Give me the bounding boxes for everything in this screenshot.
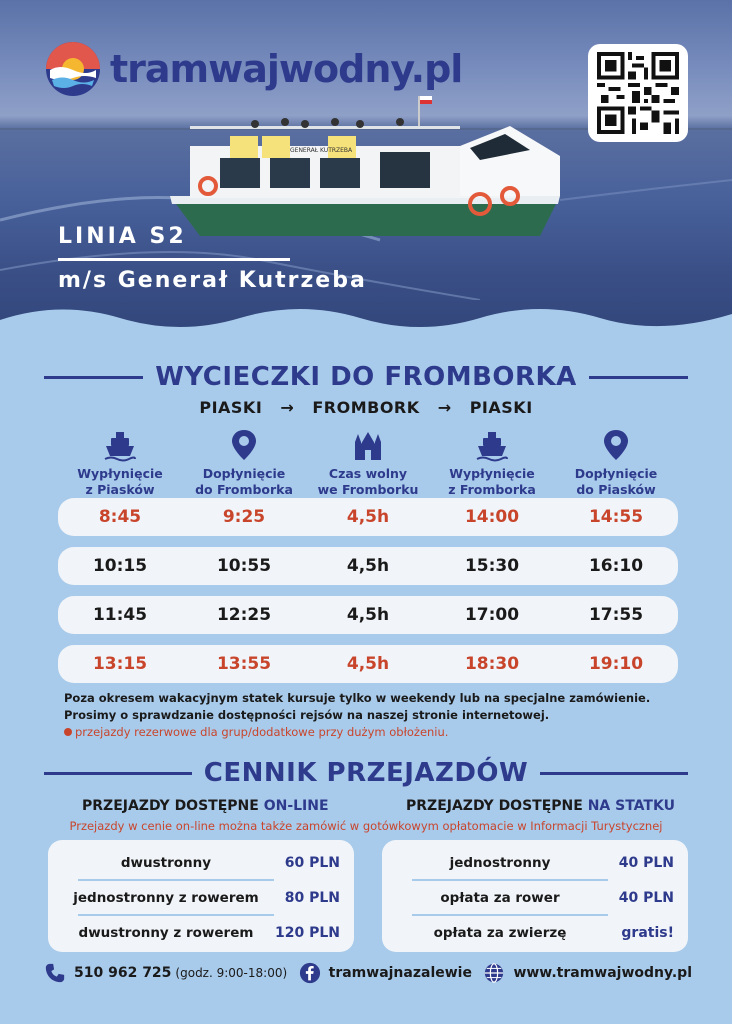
price-row	[396, 881, 674, 914]
table-cell: 4,5h	[346, 654, 390, 674]
fare-price: 60 PLN	[284, 854, 340, 871]
fare-price: gratis!	[621, 924, 674, 941]
column-label: do Piasków	[576, 482, 656, 497]
note-text: Prosimy o sprawdzanie dostępności rejsów na naszej stronie internetowej.	[64, 708, 550, 722]
table-row	[58, 645, 678, 683]
trips-heading	[44, 362, 688, 392]
table-cell: 14:55	[588, 507, 644, 527]
fare-name: opłata za zwierzę	[433, 924, 567, 941]
table-cell: 9:25	[222, 507, 266, 527]
subheading-highlight: ON-LINE	[263, 798, 329, 814]
qr-code-icon	[596, 52, 680, 134]
arrow-right-icon: →	[437, 398, 452, 417]
subheading-text: PRZEJAZDY DOSTĘPNE	[406, 798, 583, 814]
footer-contacts	[44, 962, 692, 984]
phone-number: 510 962 725	[74, 965, 172, 981]
price-note: Przejazdy w cenie on-line można także zamówić w gotówkowym opłatomacie w Informacji Turystycznej	[69, 819, 663, 833]
prices-title: CENNIK PRZEJAZDÓW	[203, 758, 529, 788]
fare-name: dwustronny	[120, 854, 212, 871]
fare-price: 80 PLN	[284, 889, 340, 906]
divider	[58, 258, 290, 261]
globe-icon	[483, 962, 505, 984]
website-link[interactable]	[483, 962, 692, 984]
route-stop: PIASKI	[469, 398, 533, 417]
route-stop: PIASKI	[199, 398, 263, 417]
table-cell: 8:45	[98, 507, 142, 527]
onboard-price-box	[382, 840, 688, 952]
column-label: do Fromborka	[195, 482, 293, 497]
fare-price: 120 PLN	[275, 924, 340, 941]
column-label: we Fromborku	[317, 482, 419, 497]
subheading-text: PRZEJAZDY DOSTĘPNE	[82, 798, 259, 814]
column-header	[554, 424, 678, 498]
facebook-handle: tramwajnazalewie	[328, 965, 472, 981]
fare-name: dwustronny z rowerem	[78, 924, 254, 941]
table-cell: 12:25	[216, 605, 272, 625]
table-row	[58, 498, 678, 536]
column-label: z Fromborka	[448, 482, 536, 497]
fare-price: 40 PLN	[618, 889, 674, 906]
price-row	[396, 846, 674, 879]
ship-name: m/s Generał Kutrzeba	[58, 268, 367, 293]
prices-heading	[44, 758, 688, 788]
column-label: Dopłynięcie	[574, 466, 658, 481]
column-header	[182, 424, 306, 498]
location-pin-icon	[227, 428, 261, 462]
column-header	[58, 424, 182, 498]
red-dot-icon	[64, 728, 72, 736]
table-cell: 14:00	[464, 507, 520, 527]
fare-name: jednostronny	[449, 854, 551, 871]
column-header	[306, 424, 430, 498]
table-cell: 4,5h	[346, 556, 390, 576]
table-row	[58, 596, 678, 634]
facebook-link[interactable]	[299, 962, 472, 984]
phone-hours: (godz. 9:00-18:00)	[175, 966, 288, 980]
column-label: z Piasków	[85, 482, 155, 497]
facebook-icon	[299, 962, 321, 984]
heading-rule-right	[540, 772, 688, 775]
ship-icon	[475, 428, 509, 462]
reserve-note: przejazdy rezerwowe dla grup/dodatkowe przy dużym obłożeniu.	[75, 725, 449, 739]
phone-icon	[44, 962, 66, 984]
table-cell: 10:15	[92, 556, 148, 576]
fare-name: opłata za rower	[440, 889, 560, 906]
note-text: Poza okresem wakacyjnym statek kursuje tylko w weekendy lub na specjalne zamówienie.	[64, 691, 651, 705]
heading-rule-left	[44, 772, 192, 775]
timetable-notes	[64, 690, 650, 741]
arrow-right-icon: →	[280, 398, 295, 417]
hero-banner	[0, 0, 732, 340]
logo-text: tramwajwodny.pl	[110, 47, 463, 91]
price-row	[396, 916, 674, 949]
table-row	[58, 547, 678, 585]
wave-divider	[0, 300, 732, 340]
column-label: Wypłynięcie	[77, 466, 163, 481]
trips-title: WYCIECZKI DO FROMBORKA	[155, 362, 577, 392]
route-line	[0, 398, 732, 417]
timetable	[58, 498, 678, 694]
table-cell: 17:00	[464, 605, 520, 625]
fare-name: jednostronny z rowerem	[73, 889, 259, 906]
ship-icon	[103, 428, 137, 462]
column-header	[430, 424, 554, 498]
heading-rule-left	[44, 376, 143, 379]
boat-name-sign: GENERAŁ KUTRZEBA	[290, 147, 353, 154]
table-cell: 4,5h	[346, 605, 390, 625]
heading-rule-right	[589, 376, 688, 379]
table-cell: 13:55	[216, 654, 272, 674]
table-cell: 10:55	[216, 556, 272, 576]
timetable-column-headers	[58, 424, 678, 498]
fare-price: 40 PLN	[618, 854, 674, 871]
column-label: Wypłynięcie	[449, 466, 535, 481]
table-cell: 13:15	[92, 654, 148, 674]
subheading-highlight: NA STATKU	[587, 798, 675, 814]
table-cell: 16:10	[588, 556, 644, 576]
phone-contact[interactable]	[44, 962, 287, 984]
onboard-subheading	[406, 798, 675, 814]
table-cell: 17:55	[588, 605, 644, 625]
location-pin-icon	[599, 428, 633, 462]
table-cell: 18:30	[464, 654, 520, 674]
ferry-boat-illustration	[160, 86, 580, 256]
qr-code[interactable]	[588, 44, 688, 142]
online-price-box	[48, 840, 354, 952]
price-row	[62, 916, 340, 949]
line-title: LINIA S2	[58, 224, 187, 249]
column-label: Czas wolny	[328, 466, 408, 481]
price-row	[62, 846, 340, 879]
table-cell: 15:30	[464, 556, 520, 576]
table-cell: 4,5h	[346, 507, 390, 527]
cathedral-icon	[351, 428, 385, 462]
table-cell: 11:45	[92, 605, 148, 625]
table-cell: 19:10	[588, 654, 644, 674]
website-url: www.tramwajwodny.pl	[513, 965, 692, 981]
online-subheading	[82, 798, 329, 814]
price-row	[62, 881, 340, 914]
column-label: Dopłynięcie	[202, 466, 286, 481]
logo-sun-wave-icon	[44, 40, 102, 98]
route-stop: FROMBORK	[312, 398, 420, 417]
